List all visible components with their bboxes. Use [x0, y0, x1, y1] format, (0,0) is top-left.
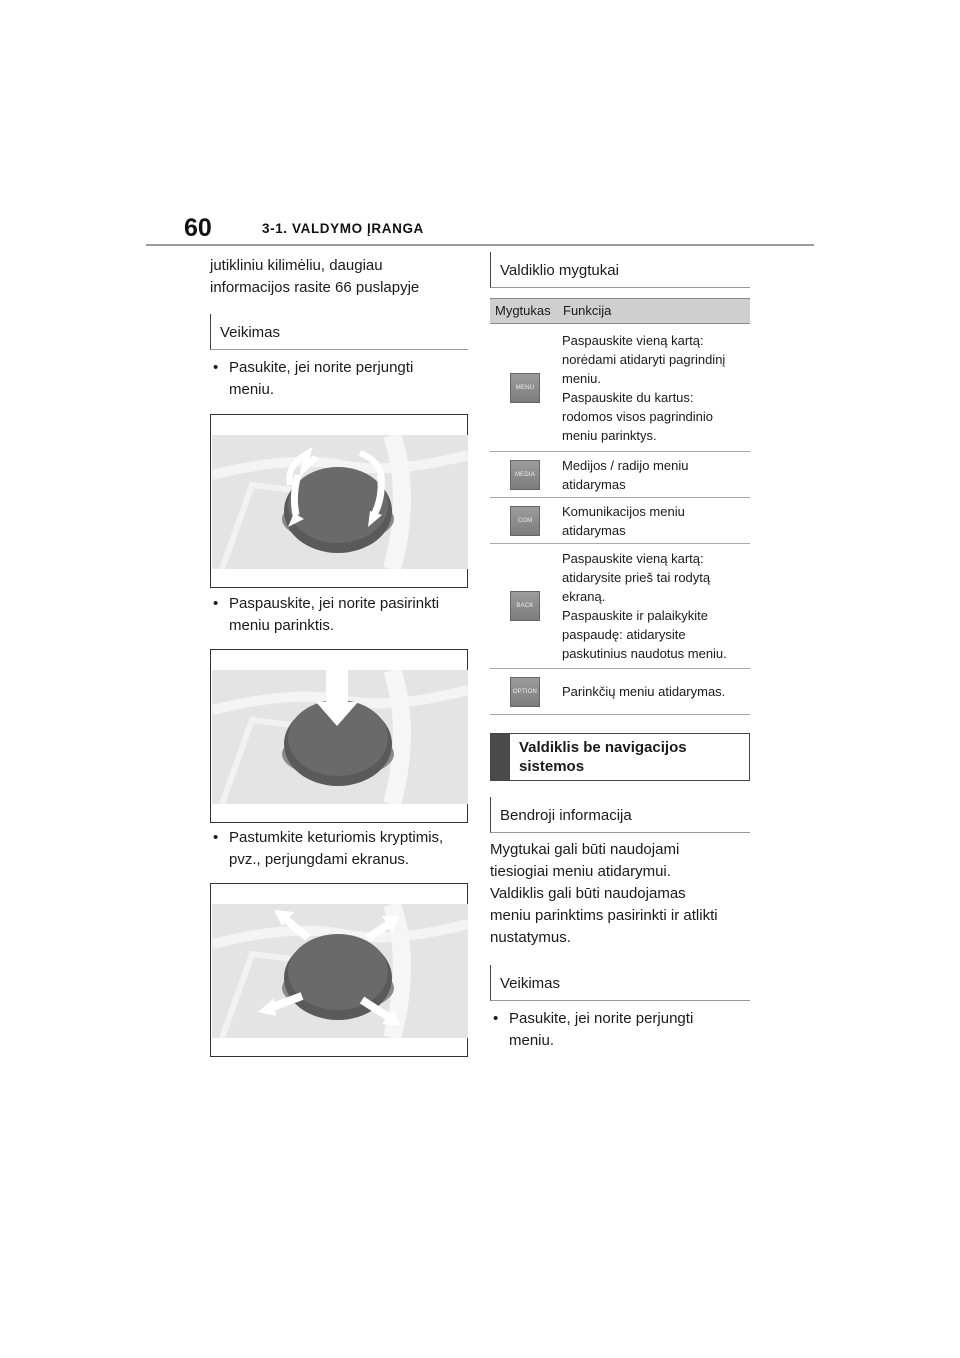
bullet-rotate	[210, 357, 487, 401]
table-header-button: Mygtukas	[490, 299, 558, 324]
option-key-icon: OPTION	[510, 677, 540, 707]
section-title: 3-1. VALDYMO ĮRANGA	[262, 221, 424, 236]
function-line: ekraną.	[562, 589, 606, 604]
intro-line: jutikliniu kilimėliu, daugiau	[210, 257, 383, 274]
function-line: paskutinius naudotus meniu.	[562, 646, 727, 661]
bullet-line: pvz., perjungdami ekranus.	[229, 851, 410, 868]
callout-no-navigation	[490, 733, 750, 781]
function-line: atidarymas	[562, 522, 626, 538]
controller-press-illustration	[212, 670, 468, 804]
media-key-icon: MEDIA	[510, 460, 540, 490]
subhead-label: Valdiklio mygtukai	[500, 262, 619, 279]
bullet-press	[210, 593, 487, 637]
bullet-line: meniu parinktis.	[229, 617, 335, 634]
callout-line: Valdiklis be navigacijos	[519, 739, 687, 756]
page-number: 60	[184, 214, 212, 242]
callout-bar	[491, 734, 510, 780]
function-line: atidarymas	[562, 476, 626, 492]
controller-tilt-illustration	[212, 904, 468, 1038]
function-line: meniu parinktys.	[562, 427, 657, 443]
bullet-dot: •	[213, 829, 219, 846]
bullet-line: Pastumkite keturiomis kryptimis,	[229, 829, 444, 846]
bullet-dot: •	[213, 595, 219, 612]
function-line: Paspauskite vieną kartą:	[562, 551, 704, 566]
general-line: nustatymus.	[490, 929, 571, 946]
function-cell	[558, 544, 750, 669]
intro-paragraph	[210, 255, 468, 299]
general-line: meniu parinktims pasirinkti ir atlikti	[490, 907, 718, 924]
callout-line: sistemos	[519, 758, 585, 775]
table-header-row	[490, 299, 750, 324]
bullet-dot: •	[493, 1010, 499, 1027]
function-cell	[558, 452, 750, 498]
bullet-line: meniu.	[229, 381, 275, 398]
bullet-tilt	[210, 827, 487, 871]
bullet-rotate-right	[490, 1008, 769, 1052]
function-cell	[558, 324, 750, 452]
function-line: meniu.	[562, 370, 602, 386]
intro-line: informacijos rasite 66 puslapyje	[210, 279, 420, 296]
bullet-line: Pasukite, jei norite perjungti	[509, 1010, 694, 1027]
table-row	[490, 324, 750, 452]
menu-key-icon: MENU	[510, 373, 540, 403]
function-cell	[558, 498, 750, 544]
function-line: Paspauskite du kartus:	[562, 389, 694, 405]
function-line: atidarysite prieš tai rodytą	[562, 570, 711, 585]
back-key-icon: BACK	[510, 591, 540, 621]
function-line: norėdami atidaryti pagrindinį	[562, 351, 726, 367]
subhead-controller-buttons	[490, 252, 750, 288]
bullet-line: meniu.	[509, 1032, 555, 1049]
subhead-label: Veikimas	[220, 324, 281, 341]
function-line: rodomos visos pagrindinio	[562, 408, 714, 424]
com-key-icon: COM	[510, 506, 540, 536]
function-line: Parinkčių meniu atidarymas.	[562, 684, 726, 699]
subhead-operation-right	[490, 965, 750, 1001]
function-line: Paspauskite vieną kartą:	[562, 332, 704, 348]
subhead-label: Bendroji informacija	[500, 807, 632, 824]
table-row	[490, 498, 750, 544]
function-line: Medijos / radijo meniu	[562, 457, 689, 473]
callout-text	[519, 738, 739, 776]
general-line: Mygtukai gali būti naudojami	[490, 841, 680, 858]
subhead-general-info	[490, 797, 750, 833]
table-header-function: Funkcija	[558, 299, 750, 324]
table-row	[490, 452, 750, 498]
bullet-line: Paspauskite, jei norite pasirinkti	[229, 595, 440, 612]
header-rule	[146, 244, 814, 246]
general-line: tiesiogiai meniu atidarymui.	[490, 863, 671, 880]
figure-controller-rotate	[210, 414, 468, 588]
table-row	[490, 669, 750, 715]
general-line: Valdiklis gali būti naudojamas	[490, 885, 686, 902]
figure-controller-press	[210, 649, 468, 823]
controller-rotate-illustration	[212, 435, 468, 569]
function-line: Paspauskite ir palaikykite	[562, 608, 708, 623]
button-function-table	[490, 298, 750, 715]
function-line: Komunikacijos meniu	[562, 503, 685, 519]
function-line: paspaudę: atidarysite	[562, 627, 686, 642]
bullet-line: Pasukite, jei norite perjungti	[229, 359, 414, 376]
subhead-operation	[210, 314, 468, 350]
figure-controller-tilt	[210, 883, 468, 1057]
function-cell	[558, 669, 750, 715]
bullet-dot: •	[213, 359, 219, 376]
subhead-label: Veikimas	[500, 975, 561, 992]
general-paragraph	[490, 839, 750, 949]
table-row	[490, 544, 750, 669]
